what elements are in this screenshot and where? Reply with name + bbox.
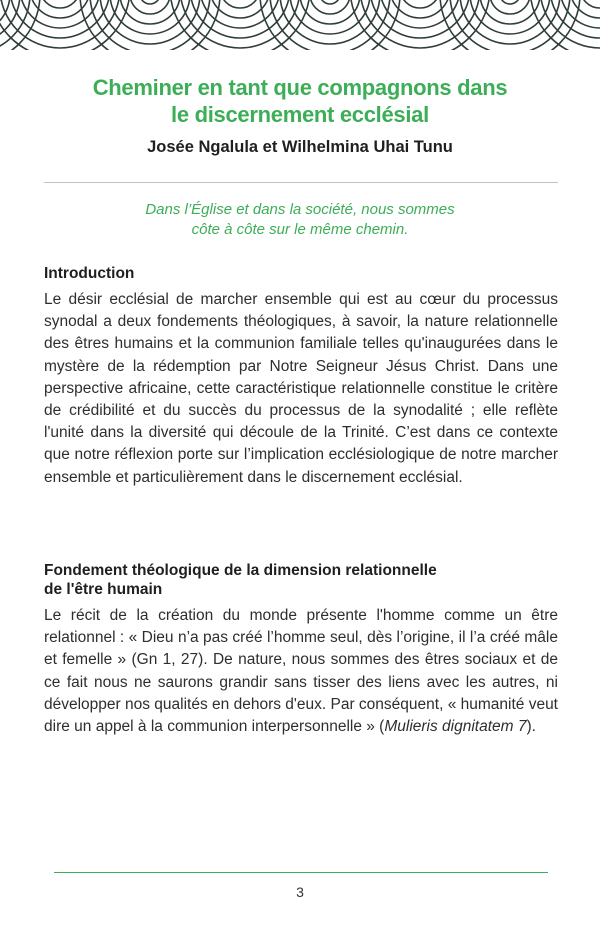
pattern-arc — [570, 0, 600, 18]
epigraph — [0, 200, 600, 240]
pattern-arc — [140, 0, 160, 4]
pattern-arc — [200, 0, 280, 28]
pattern-arc — [20, 0, 100, 28]
section-paragraph-introduction: Le désir ecclésial de marcher ensemble qui est au cœur du processus synodal a deux fondements théologiques, à savoir, la nature relationnelle des êtres humains et la communion familiale telles qu'inaugurées dans le mystère de la rédemption par Notre Seigneur Jésus Christ. Dans une perspective africaine, cette caractéristique relationnelle constitue le critère de crédibilité et du succès du processus de la synodalité ; elle reflète l'unité dans la diversité qui découle de la Trinité. C’est dans ce contexte que notre réflexion porte sur l’implication ecclésiologique de notre marcher ensemble et particulièrement dans le discernement ecclésial. — [44, 291, 558, 486]
pattern-arc — [500, 0, 520, 4]
section-heading-foundation-line-1: Fondement théologique de la dimension relationnelle — [44, 562, 437, 579]
pattern-arc — [580, 0, 600, 8]
pattern-arc — [320, 0, 340, 4]
pattern-arc — [220, 0, 260, 8]
pattern-arc — [40, 0, 80, 8]
paragraph-foundation-end: ). — [526, 718, 536, 736]
page-number: 3 — [296, 884, 304, 900]
pattern-arc — [490, 0, 530, 14]
pattern-arc — [100, 0, 200, 44]
pattern-arc — [80, 0, 220, 50]
section-heading-introduction: Introduction — [44, 265, 135, 282]
title-divider — [44, 182, 558, 183]
pattern-arc — [280, 0, 380, 44]
section-heading-foundation-line-2: de l'être humain — [44, 581, 163, 598]
pattern-arc — [460, 0, 560, 44]
section-heading-foundation — [44, 561, 558, 599]
paragraph-foundation-main: Le récit de la création du monde présente l'homme comme un être relationnel : « Dieu n’a pas créé l’homme seul, dès l’origine, il l’a créé mâle et femelle » (Gn 1, 27). De nature, nous sommes des êtres sociaux et de ce fait nous ne saurons grandir sans tisser des liens avec les autres, ni développer nos qualités en dehors d'eux. Par conséquent, « humanité veut dire un appel à la communion interpersonnelle » ( — [44, 607, 558, 736]
pattern-arc — [310, 0, 350, 14]
epigraph-line-1: Dans l’Église et dans la société, nous sommes — [145, 201, 455, 218]
pattern-arc — [440, 0, 580, 50]
section-theological-foundation — [44, 561, 558, 738]
page-title — [0, 74, 600, 128]
pattern-arc — [260, 0, 400, 50]
citation-mulieris-dignitatem: Mulieris dignitatem 7 — [384, 718, 527, 736]
page-title-text: Cheminer en tant que compagnons dans le discernement ecclésial — [92, 75, 508, 127]
pattern-arc — [130, 0, 170, 14]
concentric-arcs-graphic — [0, 0, 600, 50]
pattern-arc — [400, 0, 440, 8]
epigraph-line-2: côte à côte sur le même chemin. — [191, 221, 409, 238]
decorative-header-pattern — [0, 0, 600, 50]
section-paragraph-foundation — [44, 605, 558, 738]
footer-divider — [54, 872, 548, 873]
title-block — [0, 74, 600, 157]
section-introduction — [44, 264, 558, 489]
pattern-arc — [380, 0, 460, 28]
authors-line: Josée Ngalula et Wilhelmina Uhai Tunu — [147, 138, 453, 156]
